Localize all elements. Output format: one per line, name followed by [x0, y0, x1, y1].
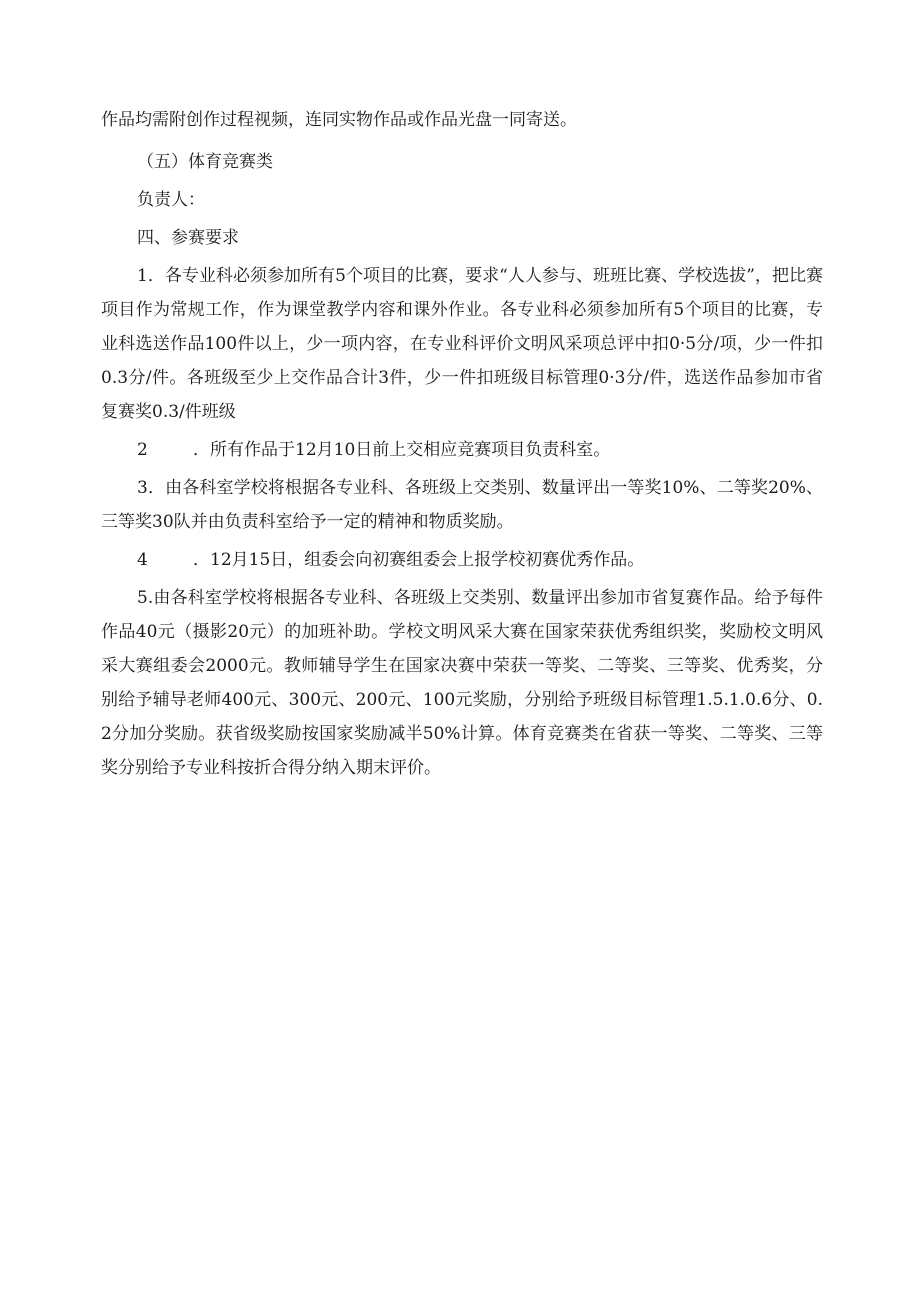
section-heading-requirements: 四、参赛要求: [137, 228, 239, 248]
requirement-item-2-text: ．所有作品于12月10日前上交相应竞赛项目负责科室。: [193, 440, 611, 460]
requirement-item-5: 5.由各科室学校将根据各专业科、各班级上交类别、数量评出参加市省复赛作品。给予每件作品40元（摄影20元）的加班补助。学校文明风采大赛在国家荣获优秀组织奖，奖励校文明风采大赛组委会2000元。教师辅导学生在国家决赛中荣获一等奖、二等奖、三等奖、优秀奖，分别给予辅导老师400元、300元、200元、100元奖励，分别给予班级目标管理1.5.1.0.6分、0.2分加分奖励。获省级奖励按国家奖励减半50%计算。体育竞赛类在省获一等奖、二等奖、三等奖分别给予专业科按折合得分纳入期末评价。: [101, 588, 823, 778]
requirement-item-4: [101, 543, 823, 577]
document-body: [101, 103, 823, 789]
requirement-item-3: 3．由各科室学校将根据各专业科、各班级上交类别、数量评出一等奖10%、二等奖20%、三等奖30队并由负责科室给予一定的精神和物质奖励。: [101, 478, 823, 532]
requirement-item-1: 1．各专业科必须参加所有5个项目的比赛，要求“人人参与、班班比赛、学校选拔”，把比赛项目作为常规工作，作为课堂教学内容和课外作业。各专业科必须参加所有5个项目的比赛，专业科选送作品100件以上，少一项内容，在专业科评价文明风采项总评中扣0·5分/项，少一件扣0.3分/件。各班级至少上交作品合计3件，少一件扣班级目标管理0·3分/件，选送作品参加市省复赛奖0.3/件班级: [101, 266, 823, 422]
requirement-item-4-text: ．12月15日，组委会向初赛组委会上报学校初赛优秀作品。: [193, 550, 645, 570]
responsible-person-label: 负责人：: [137, 190, 205, 210]
section-heading-sports: （五）体育竞赛类: [137, 152, 273, 172]
requirement-item-2: [101, 433, 823, 467]
requirement-item-4-number: 4: [137, 550, 148, 570]
requirement-item-2-number: 2: [137, 440, 148, 460]
paragraph-submission-note: 作品均需附创作过程视频，连同实物作品或作品光盘一同寄送。: [101, 110, 577, 130]
